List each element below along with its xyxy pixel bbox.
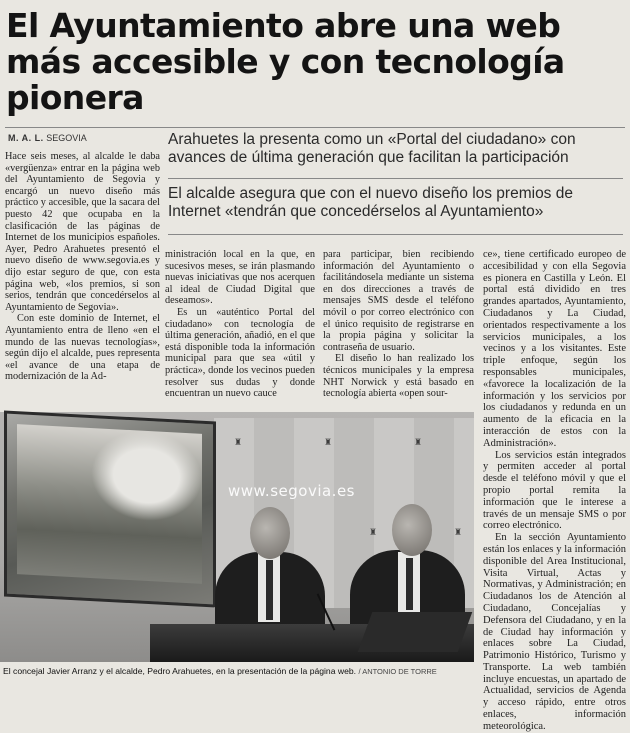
byline-place: SEGOVIA: [46, 133, 87, 143]
crest-icon: ♜: [324, 438, 333, 448]
screen-city-image: [17, 424, 202, 584]
byline: [8, 133, 87, 143]
photo-caption: [3, 666, 477, 676]
paragraph: Hace seis meses, al alcalde le daba «vergüenza» entrar en la página web del Ayuntamiento de Segovia y encargó un nuevo diseño más práctico y accesible, que la sacara del puesto 42 que ocupaba en la clasificación de las páginas de Internet de los municipios españoles. Ayer, Pedro Arahuetes presentó el nuevo diseño de www.segovia.es y dijo estar seguro de que, con esta página web, «los premios, si son serios, tendrán que concedérselos al Ayuntamiento de Segovia».: [5, 151, 160, 313]
caption-text: El concejal Javier Arranz y el alcalde, Pedro Arahuetes, en la presentación de la página web.: [3, 666, 357, 676]
crest-icon: ♜: [414, 438, 423, 448]
paragraph: ce», tiene certificado europeo de accesibilidad y con ella Segovia es pionera en Castilla y León. El portal está dividido en tres grandes apartados, Ayuntamiento, Ciudadanos y La Ciudad, orientados respectivamente a los servicios municipales, a los vecinos y a los visitantes. Este triple enfoque, según los responsables municipales, «favorece la localización de la información y los servicios por los ciudadanos y redunda en un aumento de la eficacia en la interacción de estos con la Administración».: [483, 249, 626, 449]
paragraph: Los servicios están integrados y permiten acceder al portal desde el teléfono móvil y que el propio portal remita la información que le interese a través de un mensaje SMS o por correo electrónico.: [483, 449, 626, 532]
laptop: [358, 612, 473, 652]
person-left-head: [250, 507, 290, 559]
paragraph: Con este dominio de Internet, el Ayuntamiento entra de lleno «en el mundo de las nuevas tecnologías», según dijo el alcalde, pues representa «el avance de una etapa de modernización de la Ad-: [5, 313, 160, 383]
crest-icon: ♜: [454, 528, 463, 538]
paragraph: El diseño lo han realizado los técnicos municipales y la empresa NHT Norwick y está basado en tecnología abierta «open sour-: [323, 353, 474, 400]
crest-icon: ♜: [369, 528, 378, 538]
person-right-tie: [406, 558, 413, 610]
body-column-2: [165, 249, 315, 400]
byline-author: M. A. L.: [8, 133, 44, 143]
crest-icon: ♜: [234, 438, 243, 448]
paragraph: ministración local en la que, en sucesivos meses, se irán plasmando nuevas iniciativas que nos acerquen al ideal de Ciudad Digital que deseamos».: [165, 249, 315, 307]
body-column-4: [483, 249, 626, 732]
subhead-rule-bottom: [168, 234, 623, 235]
subhead-rule: [168, 178, 623, 179]
projection-screen: [4, 410, 216, 607]
paragraph: Es un «auténtico Portal del ciudadano» con tecnología de última generación, añadió, en el que está disponible toda la información municipal para que sea «útil y práctica», donde los vecinos pueden resolver sus dudas y donde encuentran un nuevo cauce: [165, 306, 315, 400]
press-photo: [0, 412, 474, 662]
body-column-1: [5, 151, 160, 396]
paragraph: En la sección Ayuntamiento están los enlaces y la información disponible del Area Institucional, Visita Virtual, Actas y Normativas, y Administración; en Ciudadanos los de Atención al Ciudadano, Concejalías y Defensora del Ciudadano, y en la de Ciudad hay información y enlaces sobre La Ciudad, Patrimonio Histórico, Turismo y Transporte. La web también incluye encuestas, un apartado de Actualidad, servicios de Agenda y acceso rápido, entre otros enlaces, información meteorológica.: [483, 532, 626, 732]
subhead-2: El alcalde asegura que con el nuevo diseño los premios de Internet «tendrán que concedérselos al Ayuntamiento»: [168, 185, 573, 220]
photo-credit: / ANTONIO DE TORRE: [358, 667, 437, 676]
person-left-tie: [266, 560, 273, 620]
article-headline: El Ayuntamiento abre una web más accesible y con tecnología pionera: [6, 6, 565, 117]
headline-rule: [5, 127, 625, 128]
paragraph: para participar, bien recibiendo información del Ayuntamiento o facilitándosela mediante un sistema en dos direcciones a través de mensajes SMS desde el teléfono móvil o por correo electrónico con el único requisito de registrarse en la propia página y solicitar la contraseña de usuario.: [323, 249, 474, 353]
person-right-head: [392, 504, 432, 556]
body-column-3: [323, 249, 474, 400]
backdrop-web-address: www.segovia.es: [228, 482, 355, 500]
subhead-1: Arahuetes la presenta como un «Portal del ciudadano» con avances de última generación que facilitan la participación: [168, 131, 576, 166]
